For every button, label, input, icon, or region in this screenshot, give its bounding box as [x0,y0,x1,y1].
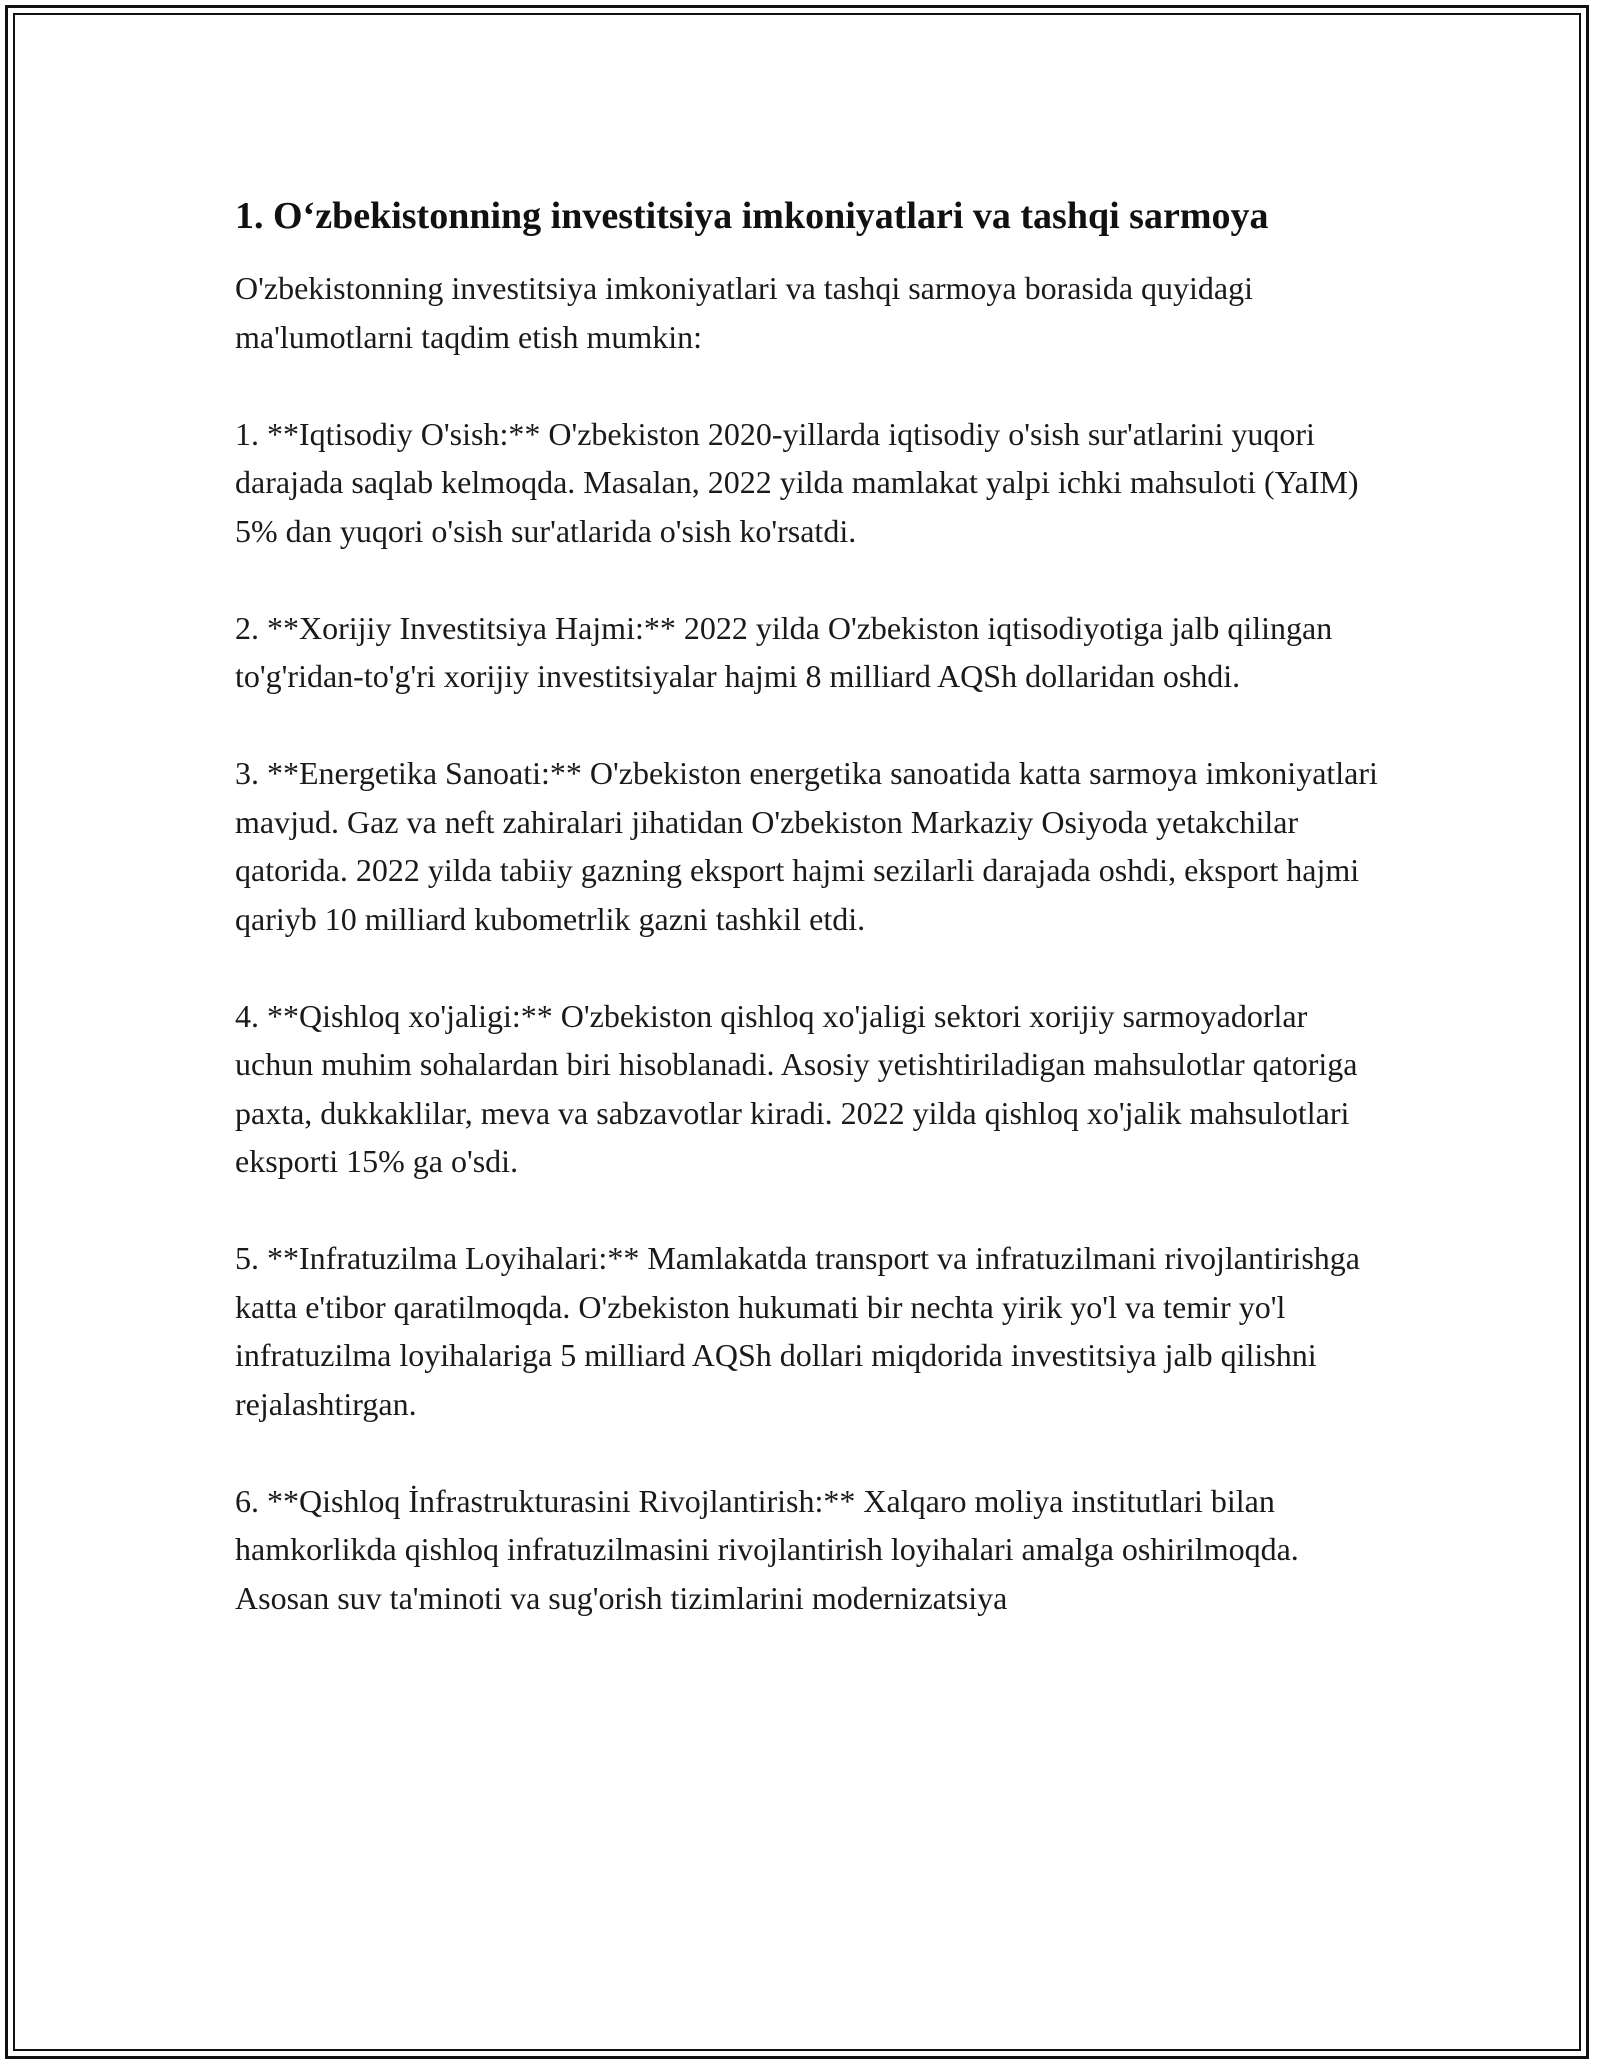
list-item-paragraph: 3. **Energetika Sanoati:** O'zbekiston energetika sanoatida katta sarmoya imkoniyatlari mavjud. Gaz va neft zahiralari jihatidan O'zbekiston Markaziy Osiyoda yetakchilar qatorida. 2022 yilda tabiiy gazning eksport hajmi sezilarli darajada oshdi, eksport hajmi qariyb 10 milliard kubometrlik gazni tashkil etdi. [235,755,1378,937]
intro-paragraph: O'zbekistonning investitsiya imkoniyatlari va tashqi sarmoya borasida quyidagi ma'lumotlarni taqdim etish mumkin: [235,270,1254,355]
document-body [235,188,1385,1671]
list-item-paragraph: 5. **Infratuzilma Loyihalari:** Mamlakatda transport va infratuzilmani rivojlantirishga katta e'tibor qaratilmoqda. O'zbekiston hukumati bir nechta yirik yo'l va temir yo'l infratuzilma loyihalariga 5 milliard AQSh dollari miqdorida investitsiya jalb qilishni rejalashtirgan. [235,1240,1360,1422]
section-heading: 1. O‘zbekistonning investitsiya imkoniyatlari va tashqi sarmoya [235,195,1269,237]
list-item-paragraph: 2. **Xorijiy Investitsiya Hajmi:** 2022 yilda O'zbekiston iqtisodiyotiga jalb qilingan to'g'ridan-to'g'ri xorijiy investitsiyalar hajmi 8 milliard AQSh dollaridan oshdi. [235,609,1333,694]
list-item-paragraph: 4. **Qishloq xo'jaligi:** O'zbekiston qishloq xo'jaligi sektori xorijiy sarmoyadorlar uchun muhim sohalardan biri hisoblanadi. Asosiy yetishtiriladigan mahsulotlar qatoriga paxta, dukkaklilar, meva va sabzavotlar kiradi. 2022 yilda qishloq xo'jalik mahsulotlari eksporti 15% ga o'sdi. [235,997,1358,1179]
list-item-paragraph: 6. **Qishloq İnfrastrukturasini Rivojlantirish:** Xalqaro moliya institutlari bilan hamkorlikda qishloq infratuzilmasini rivojlantirish loyihalari amalga oshirilmoqda. Asosan suv ta'minoti va sug'orish tizimlarini modernizatsiya [235,1482,1299,1616]
list-item-paragraph: 1. **Iqtisodiy O'sish:** O'zbekiston 2020-yillarda iqtisodiy o'sish sur'atlarini yuqori darajada saqlab kelmoqda. Masalan, 2022 yilda mamlakat yalpi ichki mahsuloti (YaIM) 5% dan yuqori o'sish sur'atlarida o'sish ko'rsatdi. [235,415,1359,549]
